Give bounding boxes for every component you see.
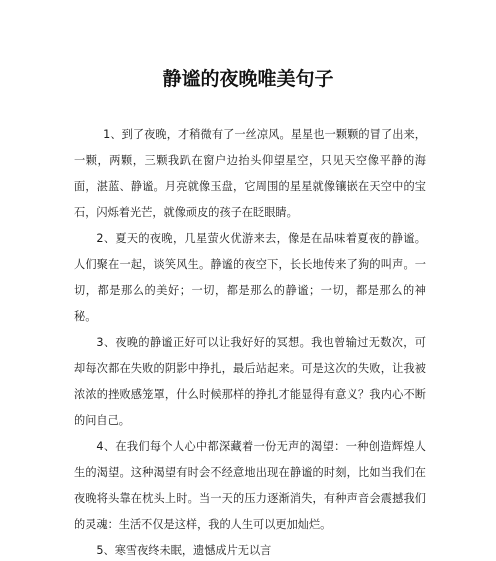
page-title: 静谧的夜晚唯美句子 bbox=[162, 68, 334, 90]
article-body bbox=[74, 122, 426, 561]
paragraph-1: 1、到了夜晚，才稍微有了一丝凉风。星星也一颗颗的冒了出来，一颗，两颗，三颗我趴在窗户边抬头仰望星空，只见天空像平静的海面，湛蓝、静谧。月亮就像玉盘，它周围的星星就像镶嵌在天空中的宝石，闪烁着光芒，就像顽皮的孩子在眨眼睛。 bbox=[74, 128, 426, 219]
paragraph-4: 4、在我们每个人心中都深藏着一份无声的渴望：一种创造辉煌人生的渴望。这种渴望有时会不经意地出现在静谧的时刻，比如当我们在夜晚将头靠在枕头上时。当一天的压力逐渐消失，有种声音会震撼我们的灵魂：生活不仅是这样，我的人生可以更加灿烂。 bbox=[74, 440, 426, 531]
paragraph-5: 5、寒雪夜终未眠，遗憾成片无以言 bbox=[96, 544, 272, 557]
paragraph-2: 2、夏天的夜晚，几星萤火优游来去，像是在品味着夏夜的静谧。人们聚在一起，谈笑风生。静谧的夜空下，长长地传来了狗的叫声。一切，都是那么的美好；一切，都是那么的静谧；一切，都是那么的神秘。 bbox=[74, 232, 426, 323]
paragraph-3: 3、夜晚的静谧正好可以让我好好的冥想。我也曾输过无数次，可却每次都在失败的阴影中挣扎，最后站起来。可是这次的失败，让我被浓浓的挫败感笼罩，什么时候那样的挣扎才能显得有意义？我内心不断的问自己。 bbox=[74, 336, 426, 427]
